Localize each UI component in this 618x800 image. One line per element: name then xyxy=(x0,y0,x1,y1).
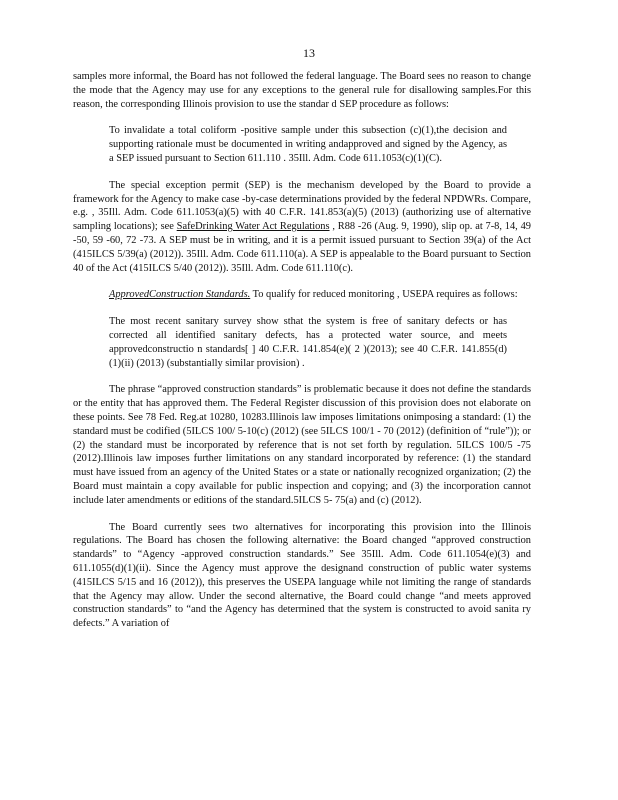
sep-text-end: , R88 -26 (Aug. 9, 1990), slip op. at 7-8, 14, 49 -50, 59 -60, 72 -73. A SEP must be in writing, and it is a permit issued pursuant to Section 39(a) of the Act (415ILCS 5/39(a) (2012)). 35Ill. Adm. Code 611.110(a). A SEP is appealable to the Board pursuant to Section 40 of the Act (415ILCS 5/40 (2012)). 35Ill. Adm. Code 611.110(c). xyxy=(73,221,531,274)
paragraph-sep xyxy=(73,179,531,276)
block-quote-sanitary-survey: The most recent sanitary survey show sthat the system is free of sanitary defects or has corrected all identified sanitary defects, has a protected water source, and meets approvedconstructio n standards[ ] 40 C.F.R. 141.854(e)( 2 )(2013); see 40 C.F.R. 141.855(d)(1)(ii) (2013) (substantially similar provision) . xyxy=(109,316,507,369)
page-number: 13 xyxy=(303,46,315,60)
sep-citation-title: SafeDrinking Water Act Regulations xyxy=(176,221,330,233)
document-body xyxy=(73,70,531,631)
paragraph-continuation: samples more informal, the Board has not followed the federal language. The Board sees no reason to change the mode that the Agency may use for any exceptions to the general rule for disallowing samples.For this reason, the corresponding Illinois provision to use the standar d SEP procedure as follows: xyxy=(73,71,531,110)
paragraph-phrase-problem: The phrase “approved construction standards” is problematic because it does not define the standards or the entity that has approved them. The Federal Register discussion of this provision does not elaborate on these points. See 78 Fed. Reg.at 10280, 10283.Illinois law imposes limitations onimposing a standard: (1) the standard must be codified (5ILCS 100/ 5-10(c) (2012) (see 5ILCS 100/1 - 70 (2012) (definition of “rule”)); or (2) the standard must be incorporated by reference that is not set forth by regulation. 5ILCS 100/5 -75 (2012).Illinois law imposes further limitations on any standard incorporated by reference: (1) the standard must have issued from an agency of the United States or a state or nationally recognized organization; (2) the Board must maintain a copy available for public inspection and copying; and (3) the incorporation cannot include later amendments or editions of the standard.5ILCS 5- 75(a) and (c) (2012). xyxy=(73,384,531,506)
section-heading: ApprovedConstruction Standards. xyxy=(109,289,251,301)
block-quote-coliform: To invalidate a total coliform -positive sample under this subsection (c)(1),the decision and supporting rationale must be documented in writing andapproved and signed by the Agency, as a SEP issued pursuant to Section 611.110 . 35Ill. Adm. Code 611.1053(c)(1)(C). xyxy=(109,125,507,164)
section-intro-text: To qualify for reduced monitoring , USEPA requires as follows: xyxy=(250,289,518,301)
paragraph-approved-construction xyxy=(73,288,531,302)
paragraph-alternatives: The Board currently sees two alternatives for incorporating this provision into the Illinois regulations. The Board has chosen the following alternative: the Board changed “approved construction standards” to “Agency -approved construction standards.” See 35Ill. Adm. Code 611.1054(e)(3) and 611.1055(d)(1)(ii). Since the Agency must approve the designand construction of public water systems (415ILCS 5/15 and 16 (2012)), this preserves the USEPA language while not limiting the range of standards that the Agency may allow. Under the second alternative, the Board could change “and meets approved construction standards” to “and the Agency has determined that the system is constructed to avoid sanita ry defects.” A variation of xyxy=(73,521,531,630)
sep-text-start: The special exception permit (SEP) is the mechanism developed by the Board to provide a framework for the Agency to make case -by-case determinations provided by the federal NPDWRs. Compare, e.g. , 35Ill. Adm. Code 611.1053(a)(5) with 40 C.F.R. 141.853(a)(5) (2013) (authorizing use of alternative sampling locations); see xyxy=(73,179,531,233)
